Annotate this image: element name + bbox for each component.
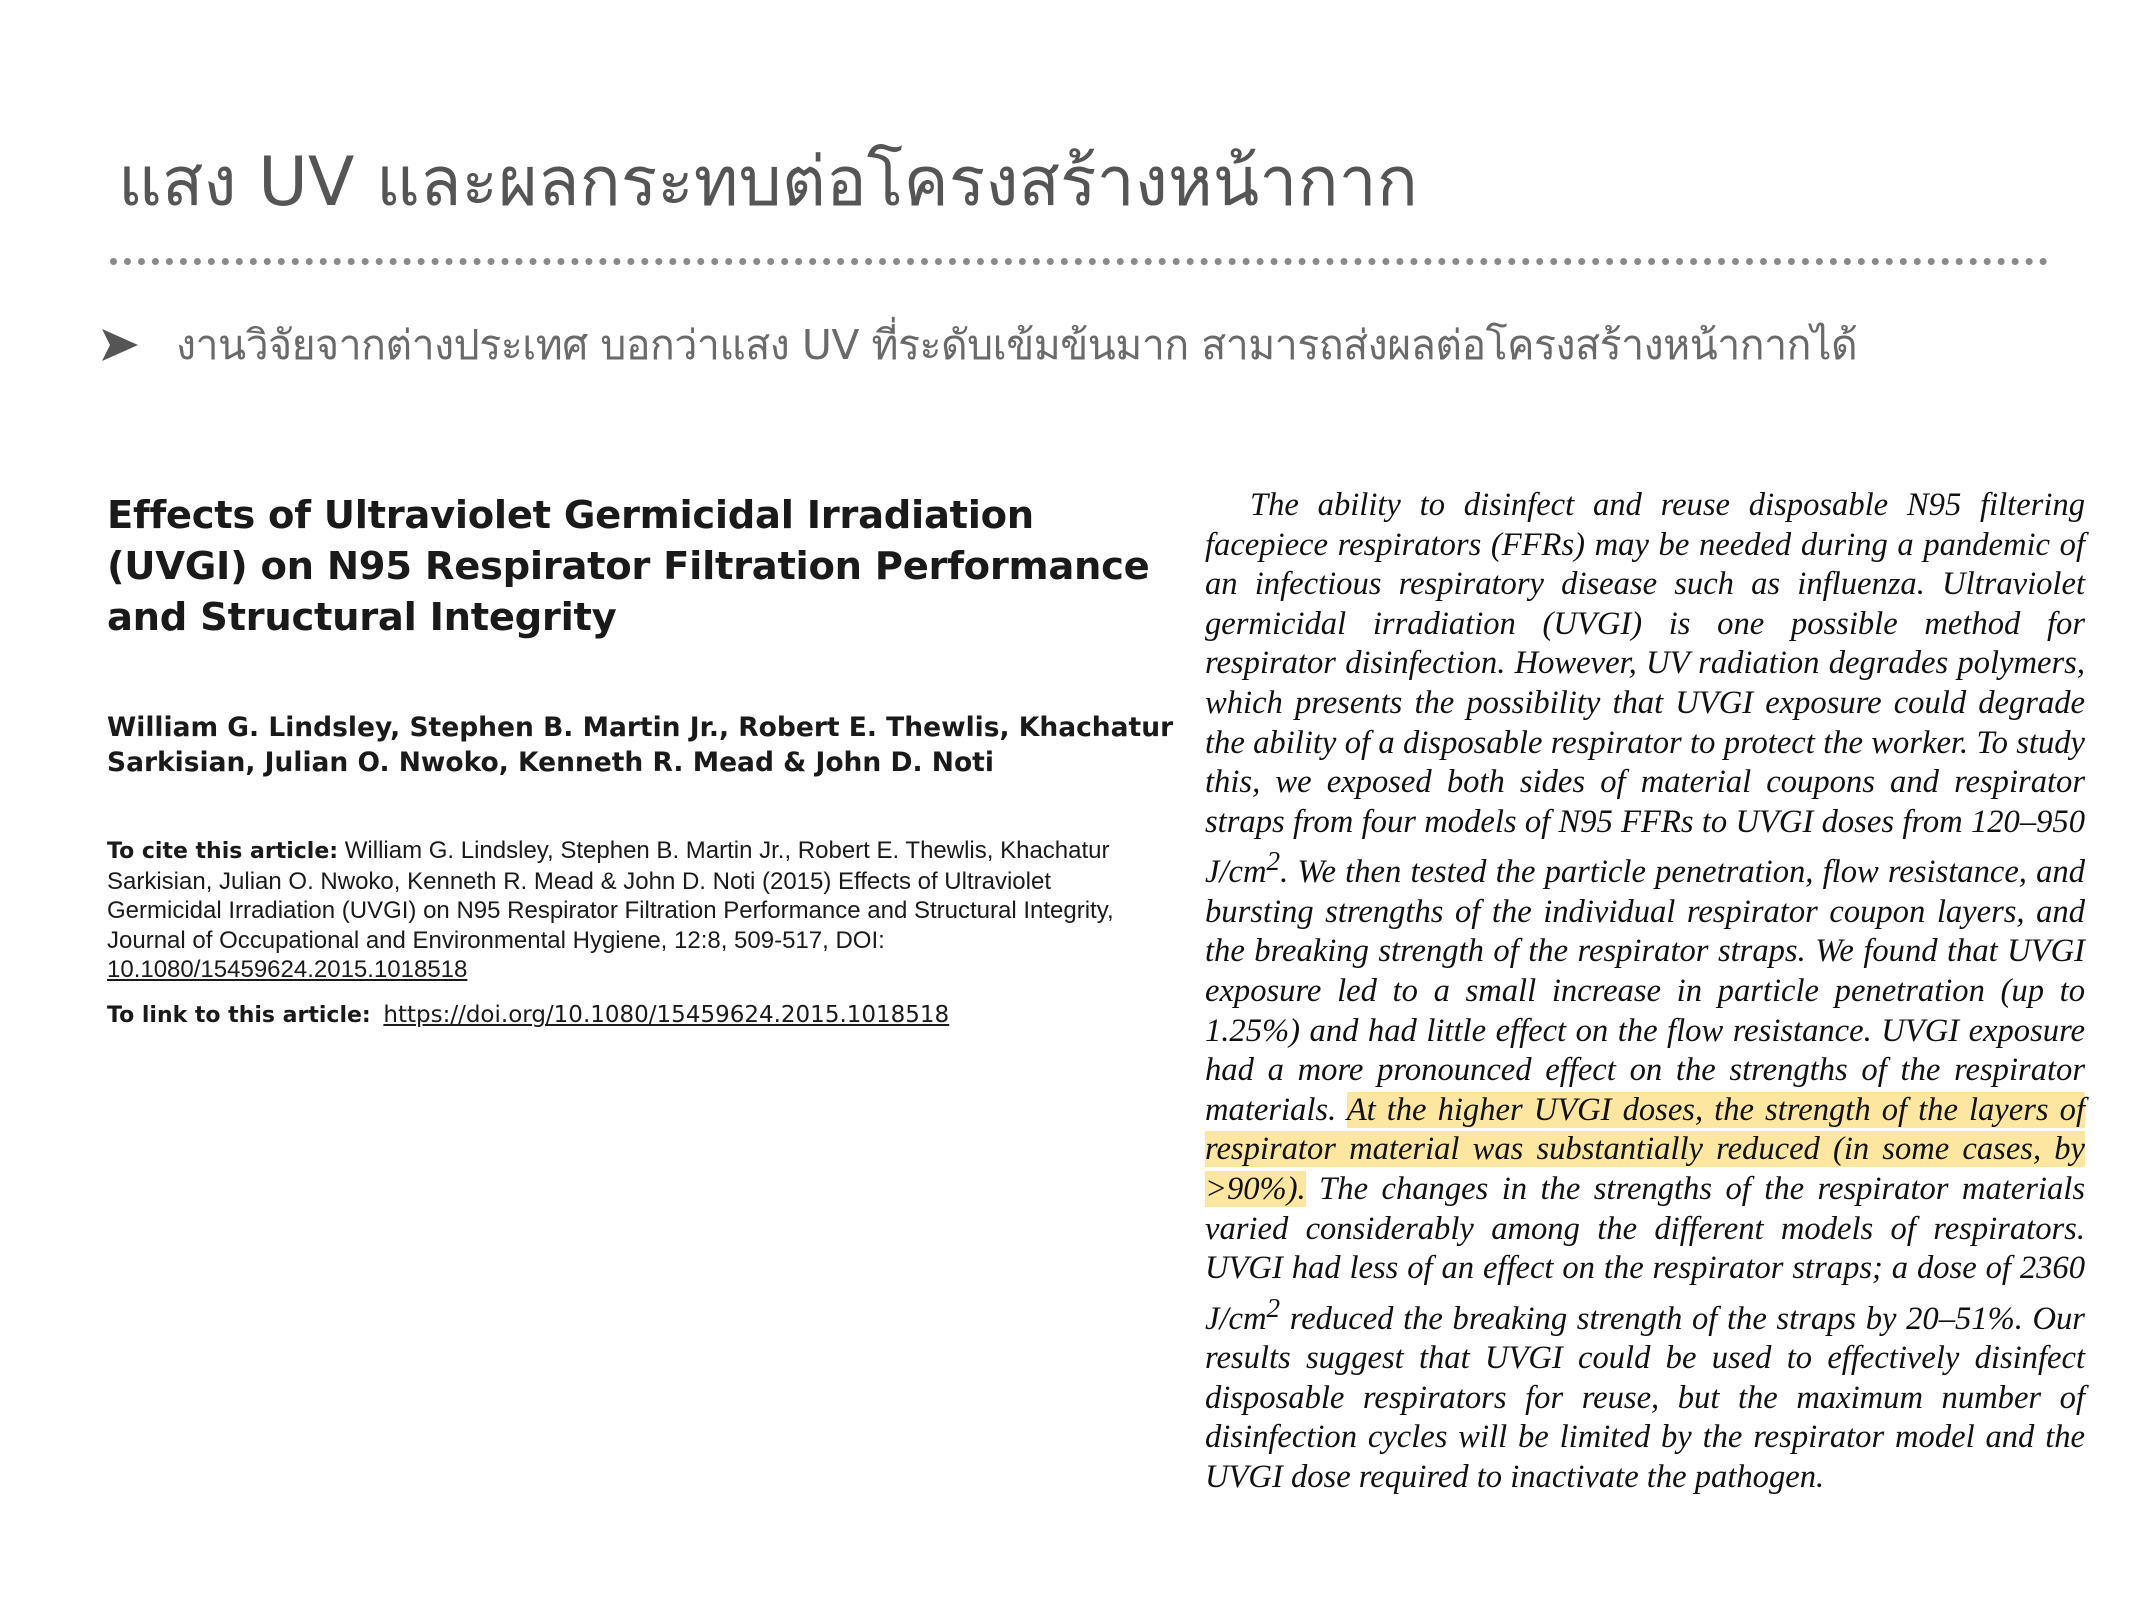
bullet-point	[100, 305, 2050, 385]
article-authors: William G. Lindsley, Stephen B. Martin Jr., Robert E. Thewlis, Khachatur Sarkisian, Julian O. Nwoko, Kenneth R. Mead & John D. Noti	[107, 712, 1174, 778]
abstract-part-1: The ability to disinfect and reuse disposable N95 filtering facepiece respirators (FFRs) may be needed during a pandemic of an infectious respiratory disease such as influenza. Ultraviolet germicidal irradiation (UVGI) is one possible method for respirator disinfection. However, UV radiation degrades polymers, which presents the possibility that UVGI exposure could degrade the ability of a disposable respirator to protect the worker. To study this, we exposed both sides of material coupons and respirator straps from four models of N95 FFRs to UVGI doses from 120–950 J/cm	[1205, 487, 2085, 891]
arrowhead-bullet-icon	[100, 325, 140, 365]
abstract-part-3: The changes in the strengths of the respirator materials varied considerably among the different models of respirators. UVGI had less of an effect on the respirator straps; a dose of 2360 J/cm	[1205, 1170, 2085, 1337]
article-title: Effects of Ultraviolet Germicidal Irradiation (UVGI) on N95 Respirator Filtration Performance and Structural Integrity	[107, 493, 1150, 640]
article-doi-link[interactable]: https://doi.org/10.1080/15459624.2015.1018518	[383, 1002, 950, 1028]
abstract-text	[1205, 486, 2085, 1498]
abstract-part-2: . We then tested the particle penetration, flow resistance, and bursting strengths of the individual respirator coupon layers, and the breaking strength of the respirator straps. We found that UVGI exposure led to a small increase in particle penetration (up to 1.25%) and had little effect on the flow resistance. UVGI exposure had a more pronounced effect on the strengths of the respirator materials.	[1205, 854, 2085, 1128]
superscript-2: 2	[1266, 1292, 1281, 1323]
cite-text: William G. Lindsley, Stephen B. Martin Jr., Robert E. Thewlis, Khachatur Sarkisian, Julian O. Nwoko, Kenneth R. Mead & John D. Noti (2015) Effects of Ultraviolet Germicidal Irradiation (UVGI) on N95 Respirator Filtration Performance and Structural Integrity, Journal of Occupational and Environmental Hygiene, 12:8, 509-517, DOI:	[107, 837, 1114, 954]
dotted-divider	[110, 258, 2048, 265]
superscript-2: 2	[1266, 846, 1281, 877]
article-link-block	[107, 1000, 1147, 1031]
cite-doi: 10.1080/15459624.2015.1018518	[107, 956, 468, 983]
abstract-part-4: reduced the breaking strength of the straps by 20–51%. Our results suggest that UVGI could be used to effectively disinfect disposable respirators for reuse, but the maximum number of disinfection cycles will be limited by the respirator model and the UVGI dose required to inactivate the pathogen.	[1205, 1300, 2085, 1495]
link-label: To link to this article:	[107, 1003, 371, 1028]
citation-block	[107, 836, 1147, 985]
slide-title: แสง UV และผลกระทบต่อโครงสร้างหน้ากาก	[118, 143, 1418, 222]
bullet-text: งานวิจัยจากต่างประเทศ บอกว่าแสง UV ที่ระดับเข้มข้นมาก สามารถส่งผลต่อโครงสร้างหน้ากากได้	[176, 320, 1858, 369]
highlighted-finding: At the higher UVGI doses, the strength of the layers of respirator material was substantially reduced (in some cases, by >90%).	[1205, 1091, 2085, 1207]
cite-label: To cite this article:	[107, 839, 339, 864]
